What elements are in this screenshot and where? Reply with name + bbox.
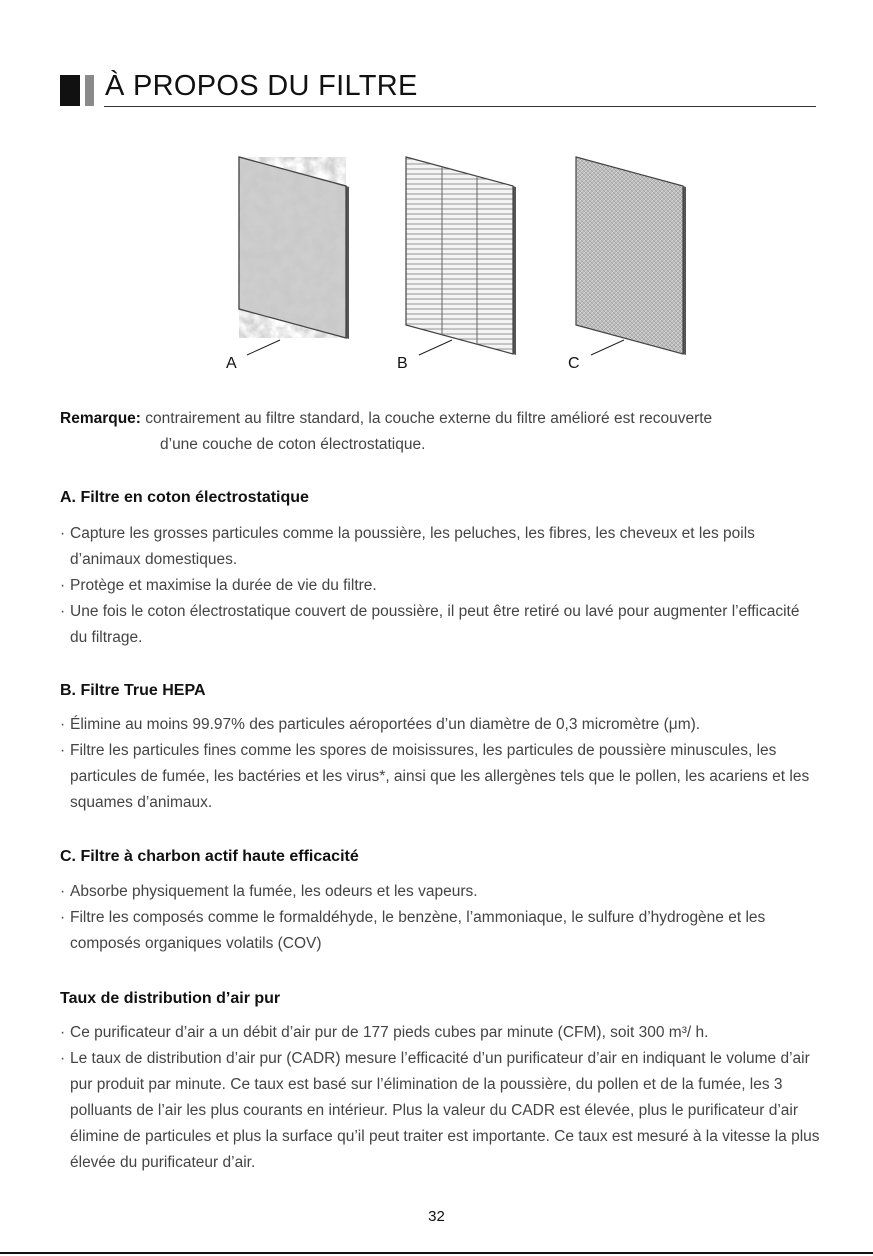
- list-item: · Absorbe physiquement la fumée, les odeurs et les vapeurs.: [60, 879, 820, 905]
- page-title: À PROPOS DU FILTRE: [105, 70, 418, 102]
- title-underline: [104, 106, 816, 107]
- list-item: · Protège et maximise la durée de vie du filtre.: [60, 573, 820, 599]
- bottom-rule: [0, 1252, 873, 1254]
- filter-b-illustration: [406, 157, 516, 355]
- note-text-line2: d’une couche de coton électrostatique.: [160, 436, 426, 453]
- list-item: · Filtre les composés comme le formaldéhyde, le benzène, l’ammoniaque, le sulfure d’hydrogène et les composés organiques volatils (COV): [60, 905, 820, 957]
- page-number: 32: [428, 1208, 445, 1225]
- section-b-heading: B. Filtre True HEPA: [60, 682, 206, 699]
- note-label: Remarque:: [60, 410, 141, 427]
- list-item: · Une fois le coton électrostatique couvert de poussière, il peut être retiré ou lavé pour augmenter l’efficacité du filtrage.: [60, 599, 820, 651]
- note-text-line1: contrairement au filtre standard, la couche externe du filtre amélioré est recouverte: [140, 410, 713, 427]
- list-item: · Ce purificateur d’air a un débit d’air pur de 177 pieds cubes par minute (CFM), soit 300 m³/ h.: [60, 1020, 820, 1046]
- section-c-list: [60, 879, 820, 957]
- section-cadr-heading: Taux de distribution d’air pur: [60, 990, 281, 1007]
- section-c-heading: C. Filtre à charbon actif haute efficacité: [60, 848, 359, 865]
- filter-c-illustration: [576, 157, 686, 355]
- section-a-list: [60, 521, 820, 651]
- list-item: · Capture les grosses particules comme la poussière, les peluches, les fibres, les cheveux et les poils d’animaux domestiques.: [60, 521, 820, 573]
- filter-a-label: A: [226, 355, 237, 372]
- header-marker-black: [60, 75, 80, 106]
- section-b-list: [60, 712, 820, 816]
- header-marker-grey: [85, 75, 94, 106]
- filter-c-label: C: [568, 355, 580, 372]
- section-cadr-list: [60, 1020, 820, 1176]
- list-item: · Filtre les particules fines comme les spores de moisissures, les particules de poussière minuscules, les particules de fumée, les bactéries et les virus*, ainsi que les allergènes tels que le pollen, les acariens et les squames d’animaux.: [60, 738, 820, 816]
- filter-a-illustration: [239, 157, 349, 355]
- filter-illustration: [215, 150, 695, 380]
- list-item: · Le taux de distribution d’air pur (CADR) mesure l’efficacité d’un purificateur d’air en indiquant le volume d’air pur produit par minute. Ce taux est basé sur l’élimination de la poussière, du pollen et de la fumée, les 3 polluants de l’air les plus courants en intérieur. Plus la valeur du CADR est élevée, plus le purificateur d’air élimine de particules et plus la surface qu’il peut traiter est importante. Ce taux est mesuré à la vitesse la plus élevée du purificateur d’air.: [60, 1046, 820, 1176]
- section-a-heading: A. Filtre en coton électrostatique: [60, 489, 309, 506]
- list-item: · Élimine au moins 99.97% des particules aéroportées d’un diamètre de 0,3 micromètre (μm).: [60, 712, 820, 738]
- filter-b-label: B: [397, 355, 408, 372]
- note-paragraph: [60, 406, 820, 458]
- header-marker: [60, 75, 100, 106]
